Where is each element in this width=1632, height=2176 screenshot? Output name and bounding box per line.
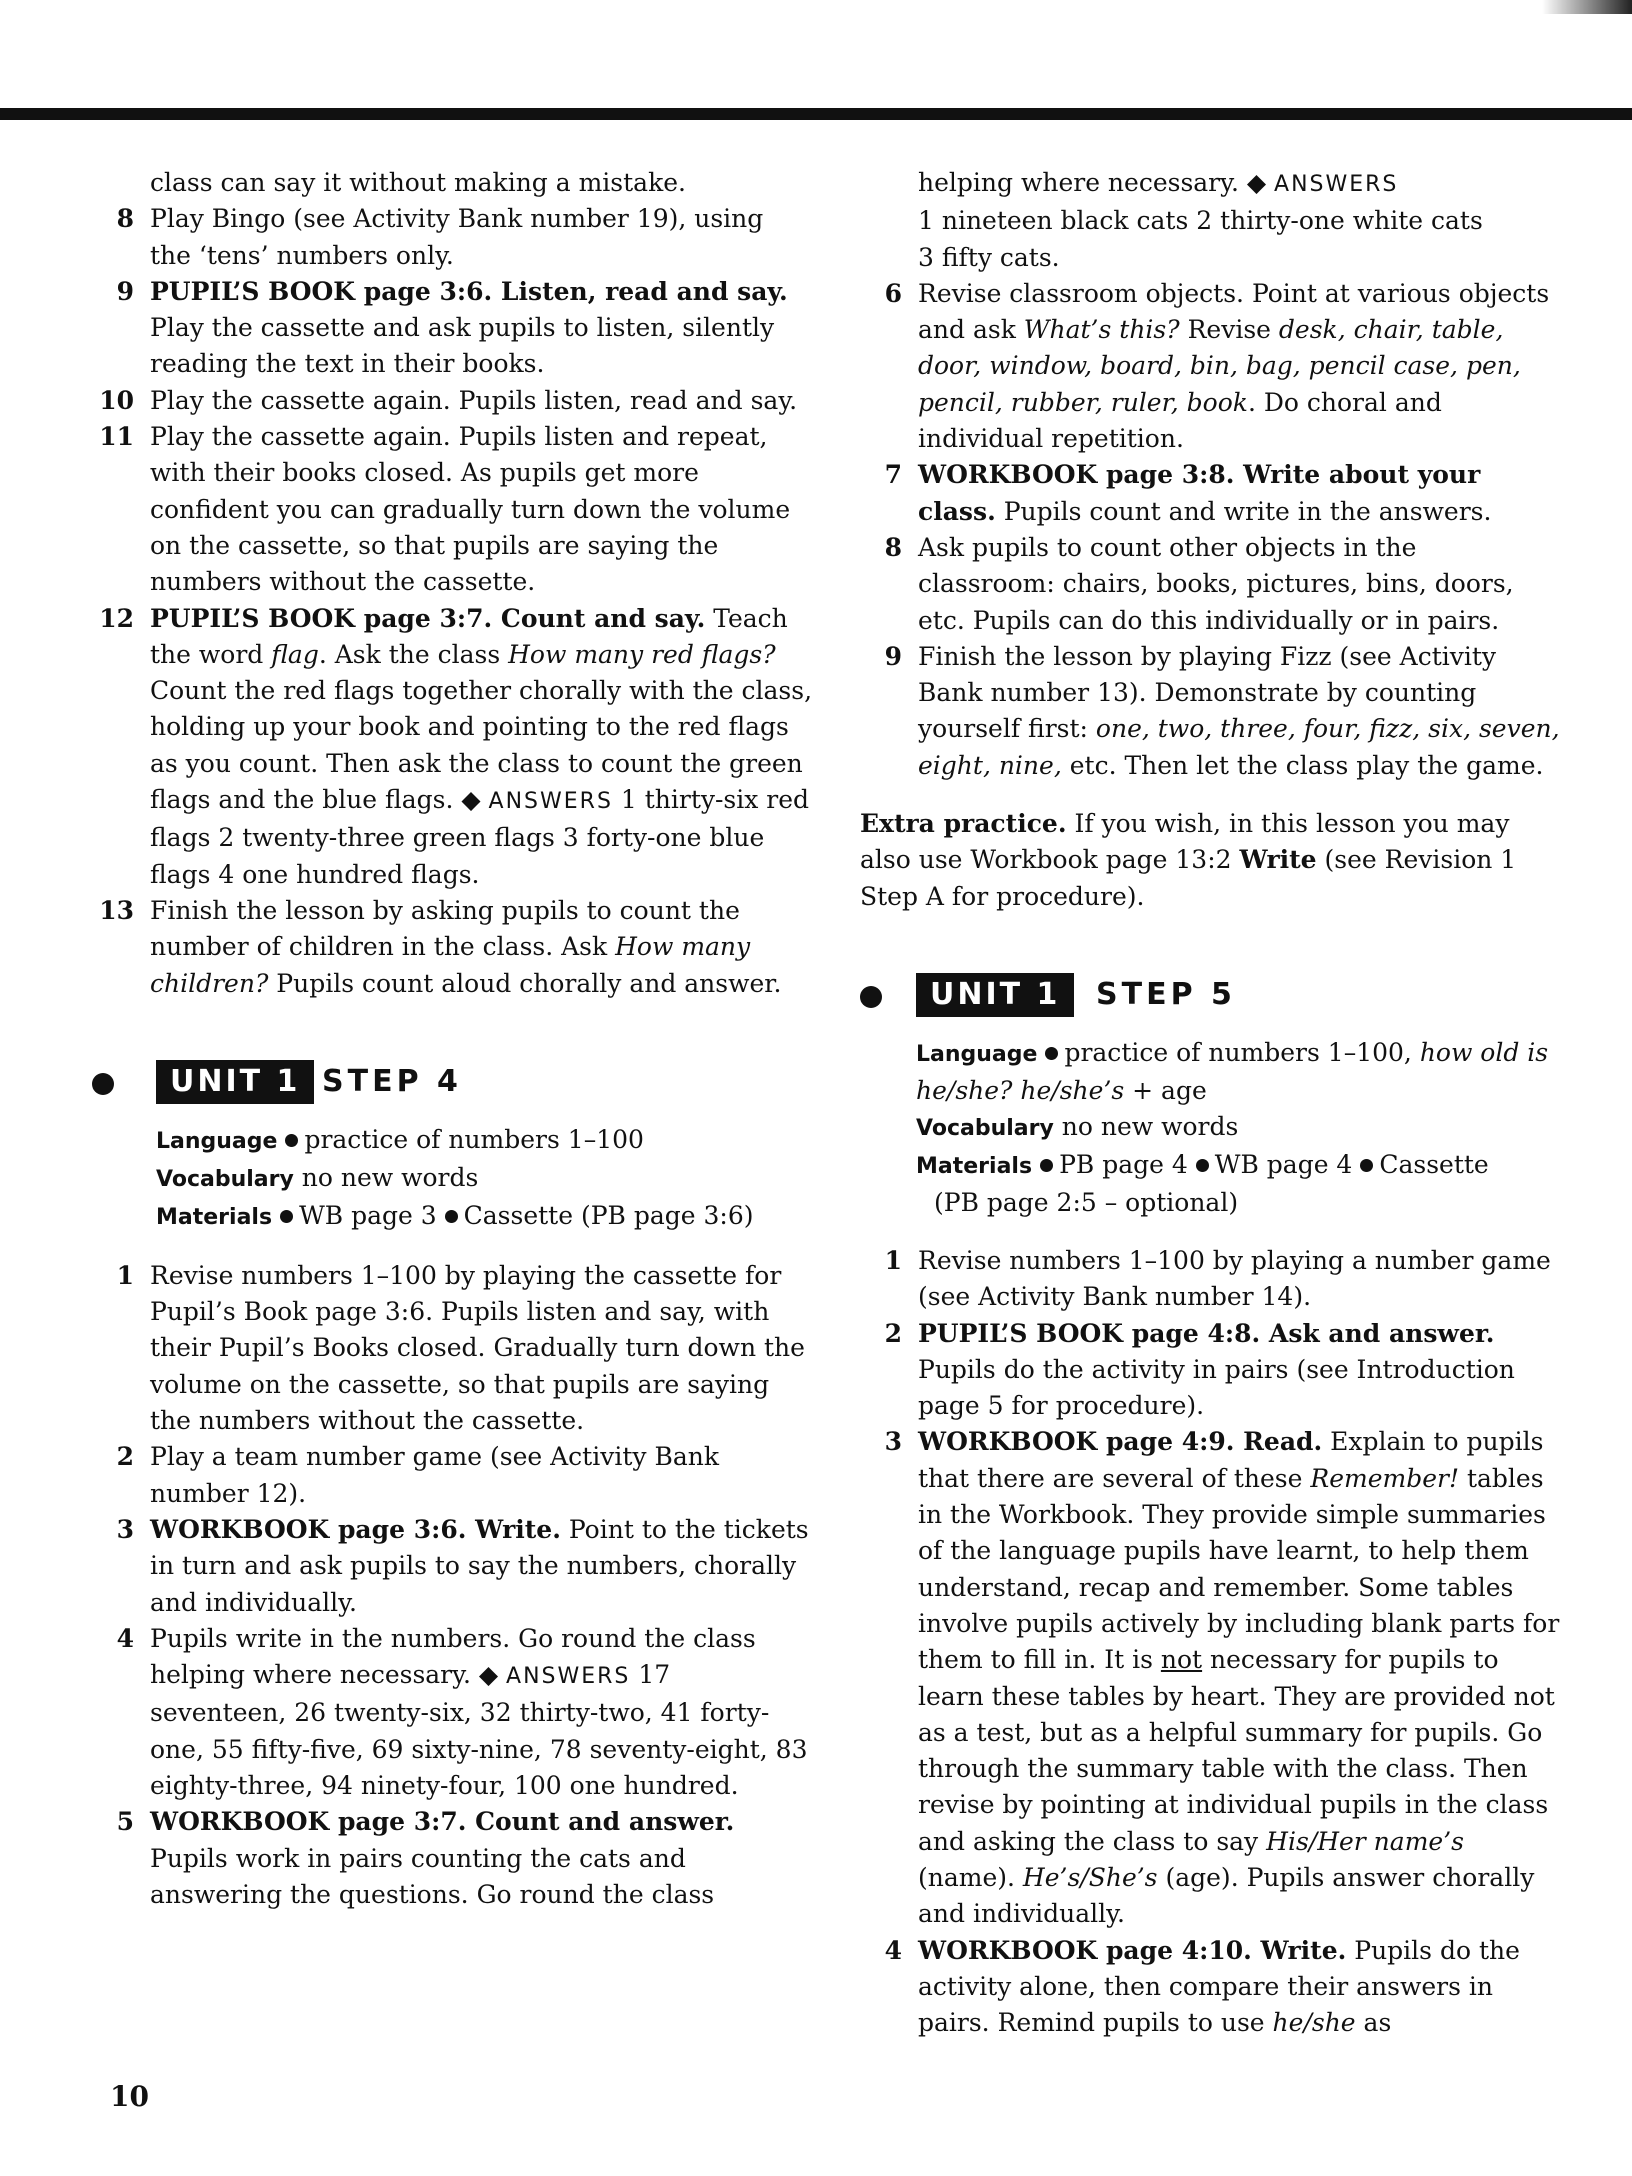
step-number: 9 bbox=[116, 276, 134, 306]
step-number: 3 bbox=[884, 1427, 902, 1457]
materials-item: WB page 4 bbox=[1214, 1149, 1353, 1179]
list-item bbox=[860, 530, 1560, 639]
step-number: 5 bbox=[116, 1807, 134, 1837]
materials-item: Cassette bbox=[1379, 1149, 1489, 1179]
step-number: 1 bbox=[884, 1245, 902, 1275]
language-value: practice of numbers 1–100, bbox=[1064, 1037, 1420, 1067]
list-item bbox=[92, 201, 812, 274]
materials-label: Materials bbox=[916, 1153, 1033, 1179]
step-text: Revise classroom objects. Point at various objects and ask What’s this? Revise desk, chair, table, door, window, board, bin, bag, pencil case, pen, pencil, rubber, ruler, book. Do choral and individual repetition. bbox=[918, 278, 1550, 454]
step-4-instructions bbox=[92, 1258, 812, 1913]
list-item bbox=[92, 274, 812, 383]
bullet-icon bbox=[1196, 1159, 1209, 1172]
list-item bbox=[860, 1243, 1560, 1316]
list-item bbox=[92, 1439, 812, 1512]
step-number: 4 bbox=[116, 1623, 134, 1653]
step-number: 10 bbox=[99, 385, 134, 415]
step-number: 2 bbox=[884, 1318, 902, 1348]
list-item bbox=[92, 419, 812, 600]
list-item bbox=[92, 1621, 812, 1804]
step-number: 4 bbox=[884, 1935, 902, 1965]
right-items bbox=[860, 165, 1560, 784]
step-number: 9 bbox=[884, 641, 902, 671]
list-item bbox=[860, 457, 1560, 530]
language-label: Language bbox=[916, 1041, 1038, 1067]
step-text: PUPIL’S BOOK page 4:8. Ask and answer. Pupils do the activity in pairs (see Introduction page 5 for procedure). bbox=[918, 1318, 1515, 1421]
step-number: 11 bbox=[99, 422, 134, 452]
step-number: 3 bbox=[116, 1514, 134, 1544]
scan-edge-mark bbox=[1542, 0, 1632, 14]
materials-item: PB page 4 bbox=[1059, 1149, 1188, 1179]
bullet-icon bbox=[1040, 1159, 1053, 1172]
unit-heading-step-4 bbox=[92, 1060, 812, 1108]
step-text: Finish the lesson by asking pupils to count the number of children in the class. Ask How many children? Pupils count aloud chorally and answer. bbox=[150, 895, 782, 998]
list-item bbox=[92, 893, 812, 1002]
step-number: 7 bbox=[884, 460, 902, 490]
vocabulary-value: no new words bbox=[1061, 1111, 1239, 1141]
step-number: 2 bbox=[116, 1442, 134, 1472]
step-text: Ask pupils to count other objects in the classroom: chairs, books, pictures, bins, doors, etc. Pupils can do this individually or in pairs. bbox=[918, 532, 1514, 635]
vocabulary-label: Vocabulary bbox=[916, 1115, 1054, 1141]
step-number: 13 bbox=[99, 895, 134, 925]
list-item bbox=[860, 165, 1560, 276]
step-text: WORKBOOK page 3:6. Write. Point to the tickets in turn and ask pupils to say the numbers, chorally and individually. bbox=[150, 1514, 809, 1617]
list-item bbox=[860, 639, 1560, 784]
bullet-icon bbox=[860, 986, 882, 1008]
bullet-icon bbox=[445, 1210, 458, 1223]
list-item bbox=[860, 1316, 1560, 1425]
language-value-tail: + age bbox=[1124, 1075, 1207, 1105]
left-column bbox=[92, 165, 812, 1913]
bullet-icon bbox=[285, 1134, 298, 1147]
bullet-icon bbox=[92, 1073, 114, 1095]
materials-item: WB page 3 bbox=[299, 1200, 437, 1230]
materials-item: Cassette (PB page 3:6) bbox=[463, 1200, 754, 1230]
step-label: STEP 4 bbox=[322, 1063, 462, 1099]
list-item bbox=[92, 165, 812, 201]
unit-heading-step-5 bbox=[860, 973, 1560, 1021]
vocabulary-value: no new words bbox=[301, 1162, 479, 1192]
step-text: WORKBOOK page 4:9. Read. Explain to pupils that there are several of these Remember! tables in the Workbook. They provide simple summaries of the language pupils have learnt, to help them understand, recap and remember. Some tables involve pupils actively by including blank parts for them to fill in. It is not necessary for pupils to learn these tables by heart. They are provided not as a test, but as a helpful summary for pupils. Go through the summary table with the class. Then revise by pointing at individual pupils in the class and asking the class to say His/Her name’s (name). He’s/She’s (age). Pupils answer chorally and individually. bbox=[918, 1427, 1560, 1929]
materials-item: (PB page 2:5 – optional) bbox=[934, 1187, 1239, 1217]
extra-practice: Extra practice. If you wish, in this lesson you may also use Workbook page 13:2 Write (see Revision 1 Step A for procedure). bbox=[860, 809, 1517, 911]
step-text: helping where necessary. ◆ ANSWERS 1 nineteen black cats 2 thirty-one white cats 3 fifty cats. bbox=[918, 168, 1483, 272]
step-text: Play the cassette again. Pupils listen, read and say. bbox=[150, 385, 798, 415]
bullet-icon bbox=[1360, 1159, 1373, 1172]
step-number: 12 bbox=[99, 603, 134, 633]
list-item bbox=[860, 1933, 1560, 2042]
list-item bbox=[92, 1804, 812, 1913]
step-5-instructions bbox=[860, 1243, 1560, 2042]
step-label: STEP 5 bbox=[1096, 976, 1236, 1012]
step-text: WORKBOOK page 3:7. Count and answer. Pupils work in pairs counting the cats and answering the questions. Go round the class bbox=[150, 1807, 735, 1909]
step-text: Play Bingo (see Activity Bank number 19), using the ‘tens’ numbers only. bbox=[150, 204, 764, 270]
step-number: 6 bbox=[884, 278, 902, 308]
bullet-icon bbox=[1045, 1047, 1058, 1060]
step-text: Revise numbers 1–100 by playing the cassette for Pupil’s Book page 3:6. Pupils listen and say, with their Pupil’s Books closed. Gradually turn down the volume on the cassette, so that pupils are saying the numbers without the cassette. bbox=[150, 1260, 805, 1436]
step-text: class can say it without making a mistake. bbox=[150, 168, 686, 197]
step-5-meta bbox=[860, 1035, 1560, 1221]
materials-label: Materials bbox=[156, 1204, 273, 1230]
unit-label: UNIT 1 bbox=[916, 973, 1074, 1017]
step-text: PUPIL’S BOOK page 3:7. Count and say. Teach the word flag. Ask the class How many red flags? Count the red flags together chorally with the class, holding up your book and pointing to the red flags as you count. Then ask the class to count the green flags and the blue flags. ◆ ANSWERS 1 thirty-six red flags 2 twenty-three green flags 3 forty-one blue flags 4 one hundred flags. bbox=[150, 603, 813, 889]
step-text: WORKBOOK page 3:8. Write about your class. Pupils count and write in the answers. bbox=[918, 460, 1492, 526]
right-column bbox=[860, 165, 1560, 2041]
page-number: 10 bbox=[110, 2080, 149, 2113]
list-item bbox=[92, 1512, 812, 1621]
unit-label: UNIT 1 bbox=[156, 1060, 314, 1104]
step-text: Play a team number game (see Activity Bank number 12). bbox=[150, 1442, 719, 1508]
step-4-meta bbox=[92, 1122, 812, 1236]
language-label: Language bbox=[156, 1128, 278, 1154]
list-item bbox=[92, 601, 812, 893]
list-item bbox=[92, 383, 812, 419]
top-rule bbox=[0, 108, 1632, 120]
step-number: 8 bbox=[116, 204, 134, 234]
vocabulary-label: Vocabulary bbox=[156, 1166, 294, 1192]
bullet-icon bbox=[280, 1210, 293, 1223]
step-text: Pupils write in the numbers. Go round the class helping where necessary. ◆ ANSWERS 17 seventeen, 26 twenty-six, 32 thirty-two, 41 forty-one, 55 fifty-five, 69 sixty-nine, 78 seventy-eight, 83 eighty-three, 94 ninety-four, 100 one hundred. bbox=[150, 1623, 808, 1800]
list-item bbox=[860, 1424, 1560, 1932]
step-text: PUPIL’S BOOK page 3:6. Listen, read and say. Play the cassette and ask pupils to listen, silently reading the text in their books. bbox=[150, 276, 788, 379]
step-text: Finish the lesson by playing Fizz (see Activity Bank number 13). Demonstrate by counting yourself first: one, two, three, four, fizz, six, seven, eight, nine, etc. Then let the class play the game. bbox=[918, 641, 1560, 780]
list-item bbox=[860, 276, 1560, 457]
language-value: practice of numbers 1–100 bbox=[304, 1124, 644, 1154]
step-text: WORKBOOK page 4:10. Write. Pupils do the activity alone, then compare their answers in pairs. Remind pupils to use he/she as bbox=[918, 1935, 1520, 2038]
step-text: Revise numbers 1–100 by playing a number game (see Activity Bank number 14). bbox=[918, 1245, 1551, 1312]
left-items bbox=[92, 165, 812, 1002]
step-number: 8 bbox=[884, 532, 902, 562]
step-number: 1 bbox=[116, 1260, 134, 1290]
list-item bbox=[92, 1258, 812, 1439]
step-text: Play the cassette again. Pupils listen and repeat, with their books closed. As pupils get more confident you can gradually turn down the volume on the cassette, so that pupils are saying the numbers without the cassette. bbox=[150, 422, 791, 597]
language-value-italic: how old is he/she? he/she’s bbox=[916, 1037, 1549, 1105]
